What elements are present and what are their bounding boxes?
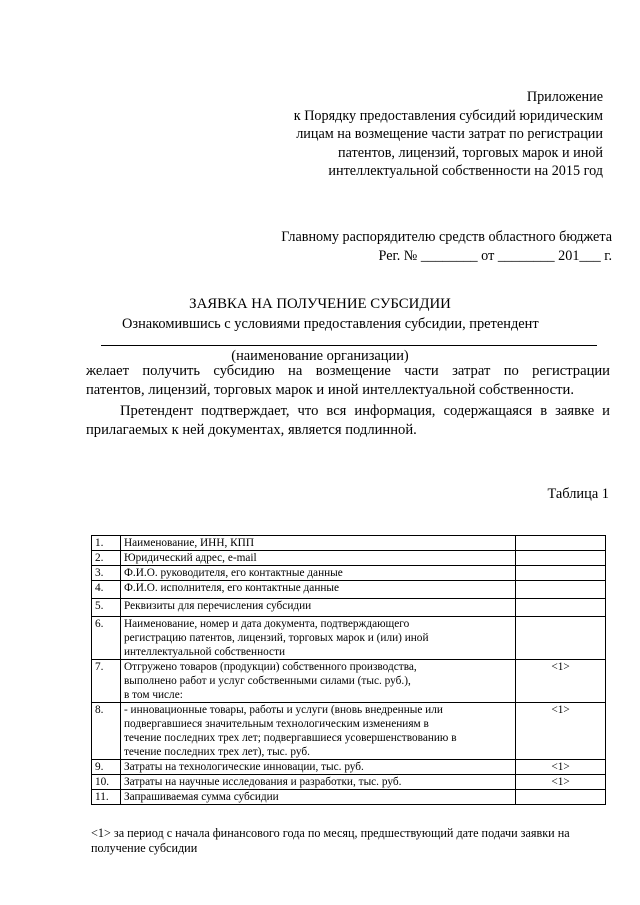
row-description	[120, 760, 515, 775]
row-description-line: Ф.И.О. руководителя, его контактные данные	[123, 567, 343, 579]
row-value[interactable]: <1>	[516, 775, 606, 790]
row-description-line: Реквизиты для перечисления субсидии	[123, 600, 312, 612]
registration-line: Рег. № ________ от ________ 201___ г.	[378, 247, 612, 264]
row-description	[120, 551, 515, 566]
row-value[interactable]	[516, 617, 606, 660]
row-description-line: выполнено работ и услуг собственными силами (тыс. руб.),	[123, 675, 411, 687]
row-value[interactable]: <1>	[516, 703, 606, 760]
row-description-line: Затраты на технологические инновации, тыс. руб.	[123, 761, 364, 773]
row-number: 8.	[92, 703, 121, 760]
table-row	[92, 760, 606, 775]
table-row	[92, 599, 606, 617]
row-description	[120, 617, 515, 660]
appendix-line: интеллектуальной собственности на 2015 год	[328, 163, 603, 180]
row-value[interactable]	[516, 551, 606, 566]
row-number: 7.	[92, 660, 121, 703]
table-row	[92, 660, 606, 703]
application-table	[91, 535, 606, 805]
row-description	[120, 790, 515, 805]
row-description	[120, 703, 515, 760]
row-number: 6.	[92, 617, 121, 660]
row-description-line: Ф.И.О. исполнителя, его контактные данные	[123, 582, 340, 594]
paragraph-line: прилагаемых к ней документах, является подлинной.	[86, 422, 417, 438]
appendix-header	[183, 88, 603, 181]
row-value[interactable]	[516, 566, 606, 581]
row-value[interactable]: <1>	[516, 760, 606, 775]
row-description	[120, 566, 515, 581]
row-number: 4.	[92, 581, 121, 599]
row-description-line: в том числе:	[123, 689, 183, 701]
row-description	[120, 660, 515, 703]
row-value[interactable]	[516, 599, 606, 617]
row-number: 11.	[92, 790, 121, 805]
row-description-line: Отгружено товаров (продукции) собственного производства,	[123, 661, 417, 673]
row-description-line: течение последних трех лет), тыс. руб.	[123, 746, 310, 758]
table-row	[92, 617, 606, 660]
row-description-line: - инновационные товары, работы и услуги (вновь внедренные или	[123, 704, 443, 716]
footnote-line: <1> за период с начала финансового года по месяц, предшествующий дате подачи заявки на	[91, 826, 570, 840]
application-title: ЗАЯВКА НА ПОЛУЧЕНИЕ СУБСИДИИ	[189, 296, 451, 312]
table-row	[92, 536, 606, 551]
row-description	[120, 536, 515, 551]
organization-caption: (наименование организации)	[231, 348, 409, 364]
footnote	[91, 826, 611, 856]
paragraph-line: желает получить субсидию на возмещение части затрат по регистрации	[86, 363, 610, 379]
row-number: 1.	[92, 536, 121, 551]
row-description-line: регистрацию патентов, лицензий, торговых марок и (или) иной	[123, 632, 429, 644]
table-row	[92, 581, 606, 599]
row-value[interactable]	[516, 790, 606, 805]
appendix-line: лицам на возмещение части затрат по регистрации	[296, 126, 603, 143]
row-value[interactable]: <1>	[516, 660, 606, 703]
row-number: 5.	[92, 599, 121, 617]
row-description-line: Запрашиваемая сумма субсидии	[123, 791, 279, 803]
row-description	[120, 775, 515, 790]
row-description-line: подвергавшиеся значительным технологическим изменениям в	[123, 718, 429, 730]
table-row	[92, 551, 606, 566]
row-description-line: интеллектуальной собственности	[123, 646, 286, 658]
row-value[interactable]	[516, 581, 606, 599]
appendix-line: к Порядку предоставления субсидий юридическим	[293, 107, 603, 124]
table-row	[92, 703, 606, 760]
table-row	[92, 566, 606, 581]
paragraph-line: патентов, лицензий, торговых марок и иной интеллектуальной собственности.	[86, 382, 574, 398]
row-description-line: Юридический адрес, e-mail	[123, 552, 257, 564]
row-number: 10.	[92, 775, 121, 790]
row-description	[120, 599, 515, 617]
recipient-line: Главному распорядителю средств областного бюджета	[281, 229, 612, 245]
row-number: 2.	[92, 551, 121, 566]
row-description	[120, 581, 515, 599]
paragraph-1	[86, 362, 610, 400]
table-row	[92, 790, 606, 805]
footnote-line: получение субсидии	[91, 841, 198, 855]
organization-name-blank	[101, 345, 597, 346]
paragraph-2	[86, 402, 610, 440]
appendix-line: Приложение	[526, 89, 603, 105]
intro-line: Ознакомившись с условиями предоставления субсидии, претендент	[122, 316, 539, 332]
table-caption: Таблица 1	[547, 486, 609, 502]
row-description-line: Наименование, ИНН, КПП	[123, 537, 254, 549]
table-body	[92, 536, 606, 805]
row-description-line: Затраты на научные исследования и разработки, тыс. руб.	[123, 776, 402, 788]
appendix-line: патентов, лицензий, торговых марок и иной	[338, 144, 603, 161]
row-description-line: течение последних трех лет; подвергавшиеся усовершенствованию в	[123, 732, 457, 744]
table-row	[92, 775, 606, 790]
row-description-line: Наименование, номер и дата документа, подтверждающего	[123, 618, 410, 630]
row-value[interactable]	[516, 536, 606, 551]
row-number: 3.	[92, 566, 121, 581]
paragraph-line: Претендент подтверждает, что вся информация, содержащаяся в заявке и	[120, 403, 610, 419]
recipient-block	[152, 228, 612, 265]
row-number: 9.	[92, 760, 121, 775]
